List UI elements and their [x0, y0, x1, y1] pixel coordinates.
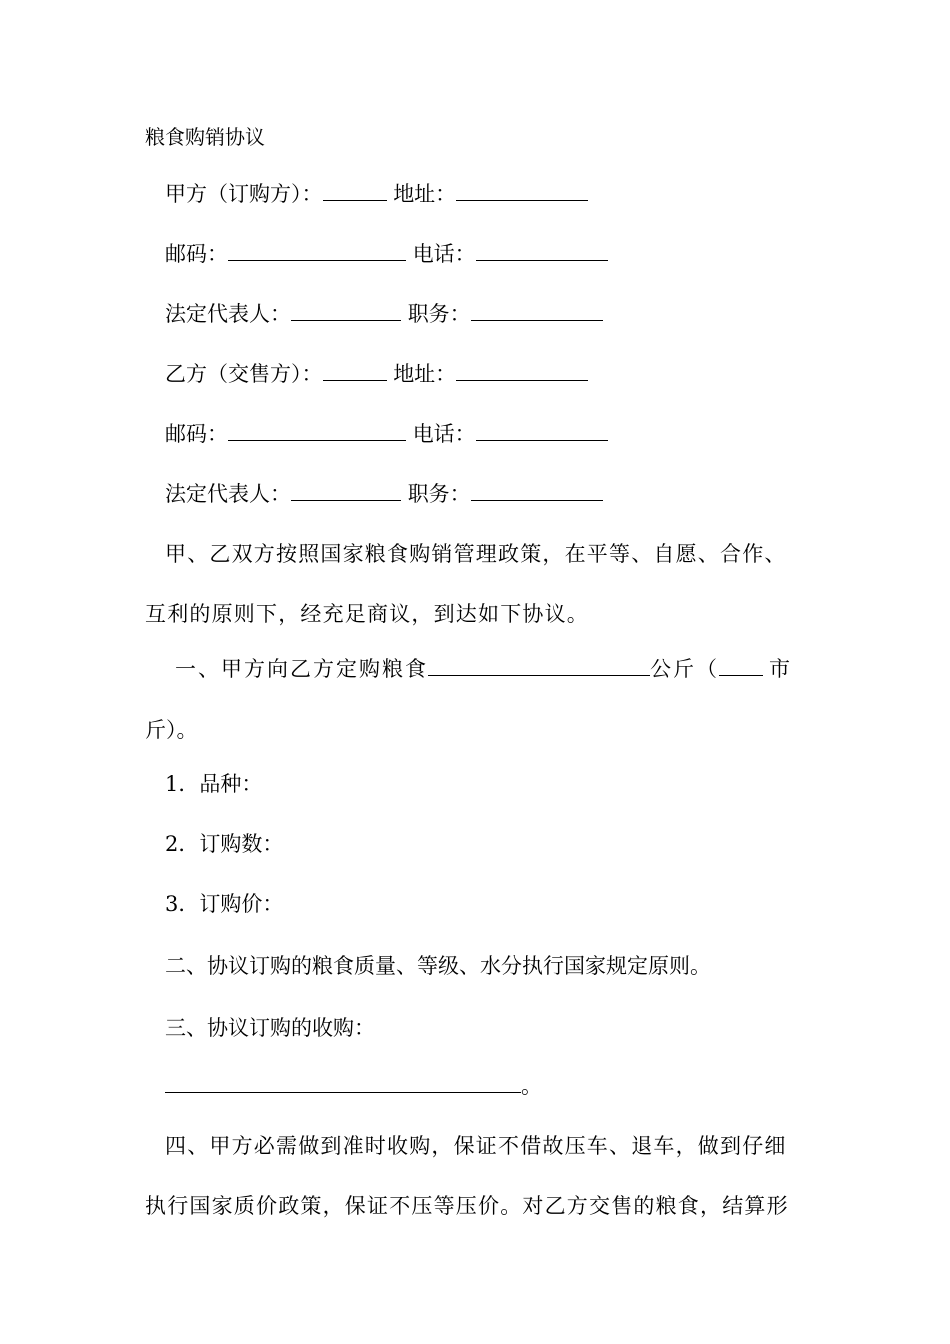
party-b-postcode-label: 邮码：: [165, 422, 228, 446]
party-b-postcode-blank: [228, 420, 406, 441]
clause-1-line: [175, 655, 792, 683]
clause-3-end: 。: [521, 1074, 542, 1098]
party-a-name-row: [165, 180, 588, 208]
item-price: 3．订购价：: [165, 892, 284, 916]
party-b-rep-label: 法定代表人：: [165, 482, 291, 506]
party-a-phone-blank: [476, 240, 608, 261]
clause-4-line-2: 执行国家质价政策，保证不压等压价。对乙方交售的粮食，结算形: [145, 1194, 789, 1218]
party-a-postcode-label: 邮码：: [165, 242, 228, 266]
clause-1-prefix: 一、甲方向乙方定购粮食: [175, 657, 428, 681]
party-a-address-label: 地址：: [393, 182, 457, 206]
party-b-position-label: 职务：: [407, 482, 471, 506]
clause-1-unit: 公斤（: [650, 657, 719, 681]
item-variety: 1．品种：: [165, 772, 263, 796]
party-b-name-label: 乙方（交售方）：: [165, 362, 323, 386]
party-b-phone-label: 电话：: [412, 422, 476, 446]
clause-1-jin-blank: [719, 655, 763, 676]
party-b-rep-row: [165, 480, 603, 508]
party-b-postcode-row: [165, 420, 608, 448]
clause-3: 三、协议订购的收购：: [165, 1016, 375, 1040]
party-a-rep-blank: [291, 300, 401, 321]
party-b-rep-blank: [291, 480, 401, 501]
party-a-name-label: 甲方（订购方）：: [165, 182, 323, 206]
party-a-rep-label: 法定代表人：: [165, 302, 291, 326]
party-a-rep-row: [165, 300, 603, 328]
clause-2: 二、协议订购的粮食质量、等级、水分执行国家规定原则。: [165, 954, 711, 978]
clause-3-blank: [165, 1072, 521, 1093]
party-b-position-blank: [471, 480, 603, 501]
party-a-position-blank: [471, 300, 603, 321]
clause-4-line-1: 四、甲方必需做到准时收购，保证不借故压车、退车，做到仔细: [165, 1134, 787, 1158]
clause-3-fill-row: [165, 1072, 542, 1100]
party-b-address-blank: [456, 360, 588, 381]
party-b-phone-blank: [476, 420, 608, 441]
party-a-phone-label: 电话：: [412, 242, 476, 266]
intro-line-1: 甲、乙双方按照国家粮食购销管理政策，在平等、自愿、合作、: [165, 542, 787, 566]
party-a-address-blank: [456, 180, 588, 201]
party-a-postcode-blank: [228, 240, 406, 261]
clause-1-continuation: 斤）。: [145, 718, 198, 742]
party-b-address-label: 地址：: [393, 362, 457, 386]
document-title: 粮食购销协议: [145, 125, 265, 149]
clause-1-unit2: 市: [769, 657, 792, 681]
item-quantity: 2．订购数：: [165, 832, 284, 856]
party-b-name-row: [165, 360, 588, 388]
party-a-position-label: 职务：: [407, 302, 471, 326]
party-b-name-blank: [323, 360, 387, 381]
party-a-postcode-row: [165, 240, 608, 268]
clause-1-quantity-blank: [428, 655, 650, 676]
intro-line-2: 互利的原则下，经充足商议，到达如下协议。: [145, 602, 589, 626]
party-a-name-blank: [323, 180, 387, 201]
